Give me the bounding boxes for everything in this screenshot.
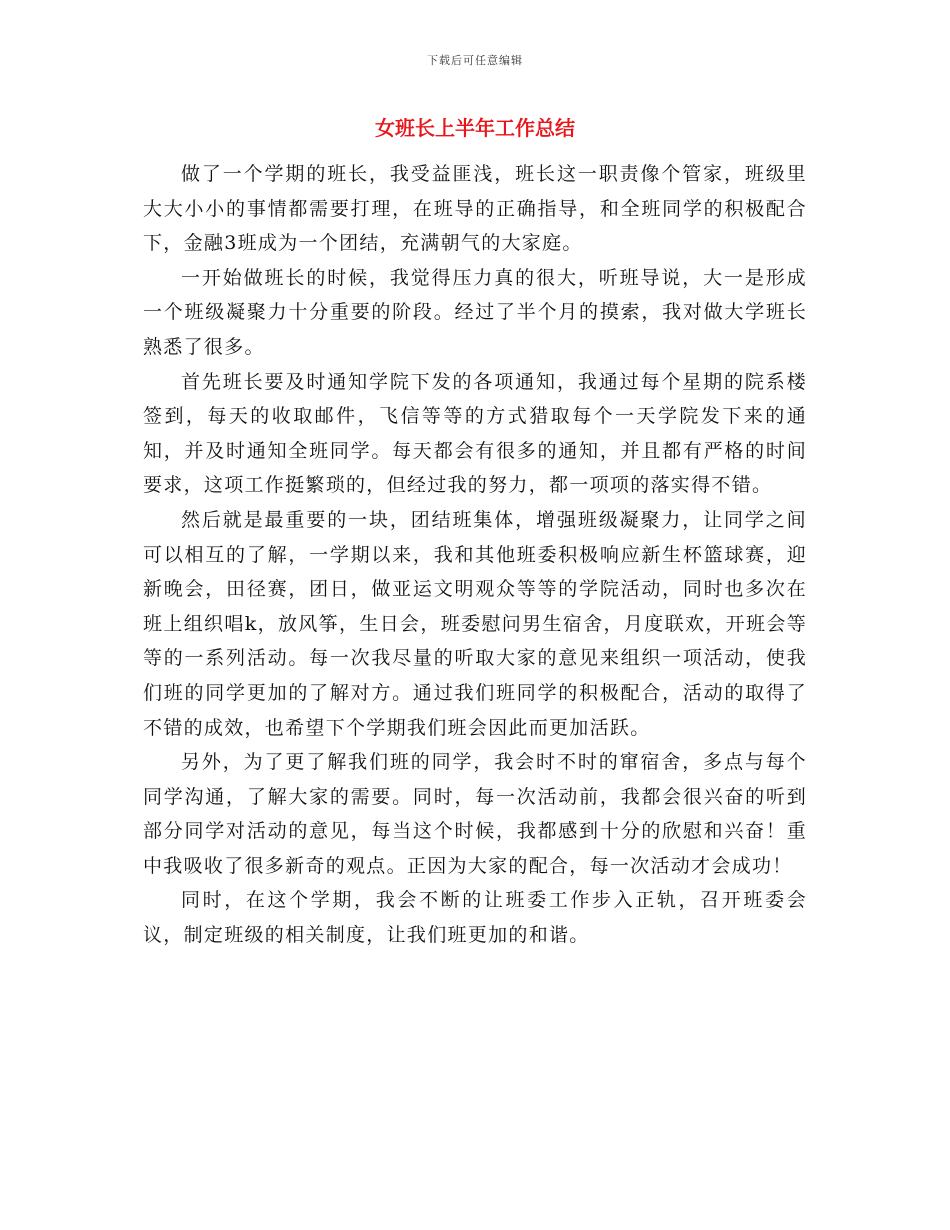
header-note: 下载后可任意编辑 [427,54,523,67]
paragraph-2: 一开始做班长的时候，我觉得压力真的很大，听班导说，大一是形成一个班级凝聚力十分重要的阶段。经过了半个月的摸索，我对做大学班长熟悉了很多。 [143,266,807,358]
paragraph-6: 同时，在这个学期，我会不断的让班委工作步入正轨，召开班委会议，制定班级的相关制度，让我们班更加的和谐。 [143,889,807,947]
paragraph-3: 首先班长要及时通知学院下发的各项通知，我通过每个星期的院系楼签到，每天的收取邮件，飞信等等的方式猎取每个一天学院发下来的通知，并及时通知全班同学。每天都会有很多的通知，并且都有严格的时间要求，这项工作挺繁琐的，但经过我的努力，都一项项的落实得不错。 [143,370,807,497]
document-body [143,157,807,953]
document-title: 女班长上半年工作总结 [375,116,575,140]
paragraph-1: 做了一个学期的班长，我受益匪浅，班长这一职责像个管家，班级里大大小小的事情都需要打理，在班导的正确指导，和全班同学的积极配合下，金融3班成为一个团结，充满朝气的大家庭。 [143,163,807,255]
paragraph-5: 另外，为了更了解我们班的同学，我会时不时的窜宿舍，多点与每个同学沟通，了解大家的需要。同时，每一次活动前，我都会很兴奋的听到部分同学对活动的意见，每当这个时候，我都感到十分的欣慰和兴奋！重中我吸收了很多新奇的观点。正因为大家的配合，每一次活动才会成功！ [143,751,807,877]
paragraph-4: 然后就是最重要的一块，团结班集体，增强班级凝聚力，让同学之间可以相互的了解，一学期以来，我和其他班委积极响应新生杯篮球赛，迎新晚会，田径赛，团日，做亚运文明观众等等的学院活动，同时也多次在班上组织唱k，放风筝，生日会，班委慰问男生宿舍，月度联欢，开班会等等的一系列活动。每一次我尽量的听取大家的意见来组织一项活动，使我们班的同学更加的了解对方。通过我们班同学的积极配合，活动的取得了不错的成效，也希望下个学期我们班会因此而更加活跃。 [143,508,807,739]
